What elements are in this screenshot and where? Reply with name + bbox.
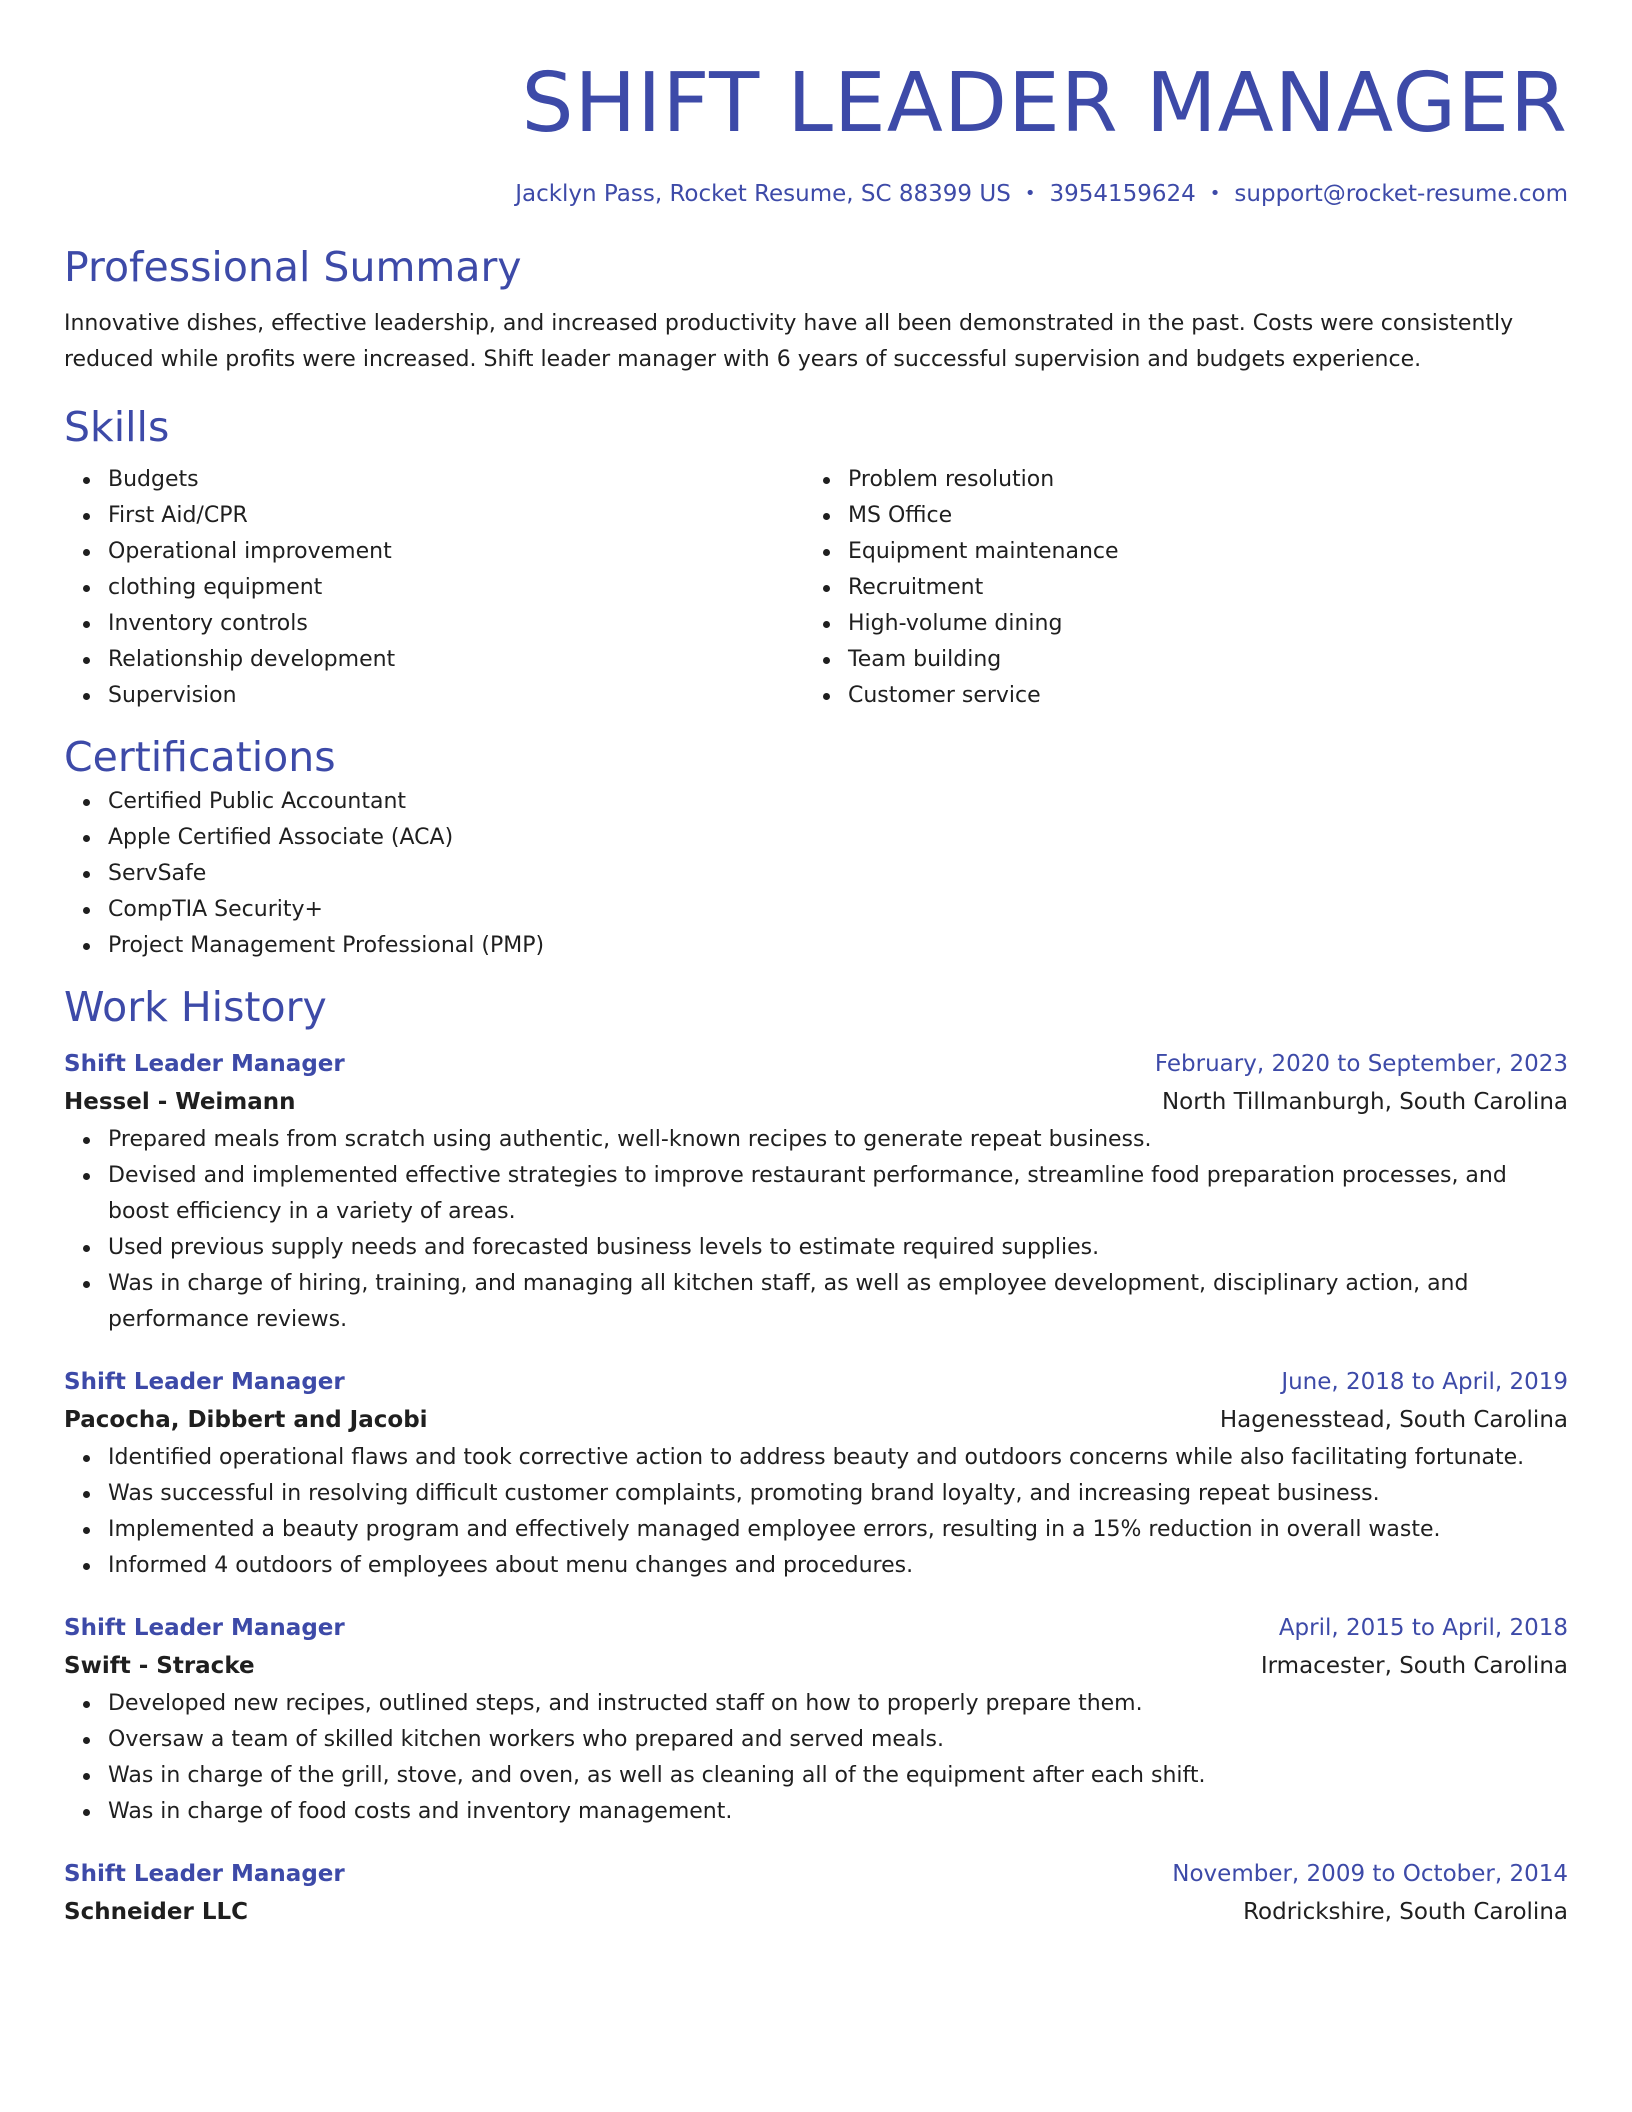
skill-item: Relationship development xyxy=(108,642,804,678)
job-location: Rodrickshire, South Carolina xyxy=(1243,1899,1568,1925)
skills-column-left xyxy=(64,462,804,714)
contact-address: Jacklyn Pass, Rocket Resume, SC 88399 US xyxy=(515,181,1011,207)
skill-item: High-volume dining xyxy=(848,606,1544,642)
job-title: Shift Leader Manager xyxy=(64,1369,345,1395)
job-duty: Was successful in resolving difficult customer complaints, promoting brand loyalty, and increasing repeat business. xyxy=(108,1476,1568,1512)
skill-item: Customer service xyxy=(848,678,1544,714)
job-duty: Was in charge of food costs and inventory management. xyxy=(108,1794,1568,1830)
contact-separator: • xyxy=(1209,183,1221,204)
job-location: North Tillmanburgh, South Carolina xyxy=(1161,1089,1568,1115)
job-title: Shift Leader Manager xyxy=(64,1861,345,1887)
job-duty: Devised and implemented effective strategies to improve restaurant performance, streamline food preparation processes, and boost efficiency in a variety of areas. xyxy=(108,1158,1568,1230)
job-company: Hessel - Weimann xyxy=(64,1089,296,1115)
summary-section xyxy=(64,240,1568,378)
skill-item: Equipment maintenance xyxy=(848,534,1544,570)
certification-item: CompTIA Security+ xyxy=(108,892,1568,928)
skills-section xyxy=(64,400,1568,714)
resume-title: SHIFT LEADER MANAGER xyxy=(521,56,1568,151)
job-location: Irmacester, South Carolina xyxy=(1260,1653,1568,1679)
certifications-heading: Certifications xyxy=(64,733,336,781)
certification-item: Apple Certified Associate (ACA) xyxy=(108,820,1568,856)
certification-item: Project Management Professional (PMP) xyxy=(108,928,1568,964)
job-title-row xyxy=(64,1364,1568,1400)
job-title-row xyxy=(64,1610,1568,1646)
skill-item: Budgets xyxy=(108,462,804,498)
skill-item: Operational improvement xyxy=(108,534,804,570)
job-entry xyxy=(64,1856,1568,1932)
skill-item: Problem resolution xyxy=(848,462,1544,498)
job-company-row xyxy=(64,1646,1568,1686)
skill-item: Recruitment xyxy=(848,570,1544,606)
job-company-row xyxy=(64,1400,1568,1440)
summary-heading: Professional Summary xyxy=(64,243,522,291)
job-entry xyxy=(64,1364,1568,1584)
job-duty: Prepared meals from scratch using authentic, well-known recipes to generate repeat business. xyxy=(108,1122,1568,1158)
job-duties-list xyxy=(64,1440,1568,1584)
contact-line xyxy=(64,178,1568,210)
skill-item: MS Office xyxy=(848,498,1544,534)
job-title-row xyxy=(64,1856,1568,1892)
skills-grid xyxy=(64,462,1568,714)
job-dates: November, 2009 to October, 2014 xyxy=(1172,1861,1568,1887)
job-duty: Identified operational flaws and took corrective action to address beauty and outdoors concerns while also facilitating fortunate. xyxy=(108,1440,1568,1476)
job-company: Schneider LLC xyxy=(64,1899,249,1925)
work-history-section xyxy=(64,980,1568,1932)
skills-list-right xyxy=(804,462,1544,714)
job-location: Hagenesstead, South Carolina xyxy=(1219,1407,1568,1433)
job-duty: Informed 4 outdoors of employees about menu changes and procedures. xyxy=(108,1548,1568,1584)
skill-item: First Aid/CPR xyxy=(108,498,804,534)
skills-column-right xyxy=(804,462,1544,714)
job-duty: Was in charge of hiring, training, and managing all kitchen staff, as well as employee development, disciplinary action, and performance reviews. xyxy=(108,1266,1568,1338)
job-title-row xyxy=(64,1046,1568,1082)
job-dates: April, 2015 to April, 2018 xyxy=(1278,1615,1568,1641)
job-duties-list xyxy=(64,1122,1568,1338)
job-duty: Used previous supply needs and forecasted business levels to estimate required supplies. xyxy=(108,1230,1568,1266)
certifications-section xyxy=(64,730,1568,964)
contact-email[interactable]: support@rocket-resume.com xyxy=(1234,181,1568,207)
job-entry xyxy=(64,1610,1568,1830)
certifications-list xyxy=(64,784,1568,964)
job-title: Shift Leader Manager xyxy=(64,1051,345,1077)
job-dates: February, 2020 to September, 2023 xyxy=(1154,1051,1568,1077)
skills-list-left xyxy=(64,462,804,714)
skill-item: Supervision xyxy=(108,678,804,714)
job-duties-list xyxy=(64,1686,1568,1830)
job-dates: June, 2018 to April, 2019 xyxy=(1281,1369,1568,1395)
job-company-row xyxy=(64,1082,1568,1122)
job-duty: Developed new recipes, outlined steps, and instructed staff on how to properly prepare them. xyxy=(108,1686,1568,1722)
job-duty: Oversaw a team of skilled kitchen workers who prepared and served meals. xyxy=(108,1722,1568,1758)
job-entry xyxy=(64,1046,1568,1338)
contact-separator: • xyxy=(1024,183,1036,204)
job-title: Shift Leader Manager xyxy=(64,1615,345,1641)
contact-phone[interactable]: 3954159624 xyxy=(1049,181,1196,207)
skill-item: Team building xyxy=(848,642,1544,678)
skill-item: clothing equipment xyxy=(108,570,804,606)
skill-item: Inventory controls xyxy=(108,606,804,642)
job-company: Pacocha, Dibbert and Jacobi xyxy=(64,1407,428,1433)
skills-heading: Skills xyxy=(64,403,170,451)
job-duty: Was in charge of the grill, stove, and oven, as well as cleaning all of the equipment after each shift. xyxy=(108,1758,1568,1794)
summary-text: Innovative dishes, effective leadership, and increased productivity have all been demonstrated in the past. Costs were consistently reduced while profits were increased. Shift leader manager with 6 years of successful supervision and budgets experience. xyxy=(64,311,1514,372)
certification-item: Certified Public Accountant xyxy=(108,784,1568,820)
job-company: Swift - Stracke xyxy=(64,1653,255,1679)
certification-item: ServSafe xyxy=(108,856,1568,892)
job-company-row xyxy=(64,1892,1568,1932)
job-duty: Implemented a beauty program and effectively managed employee errors, resulting in a 15% reduction in overall waste. xyxy=(108,1512,1568,1548)
work-history-heading: Work History xyxy=(64,983,327,1031)
